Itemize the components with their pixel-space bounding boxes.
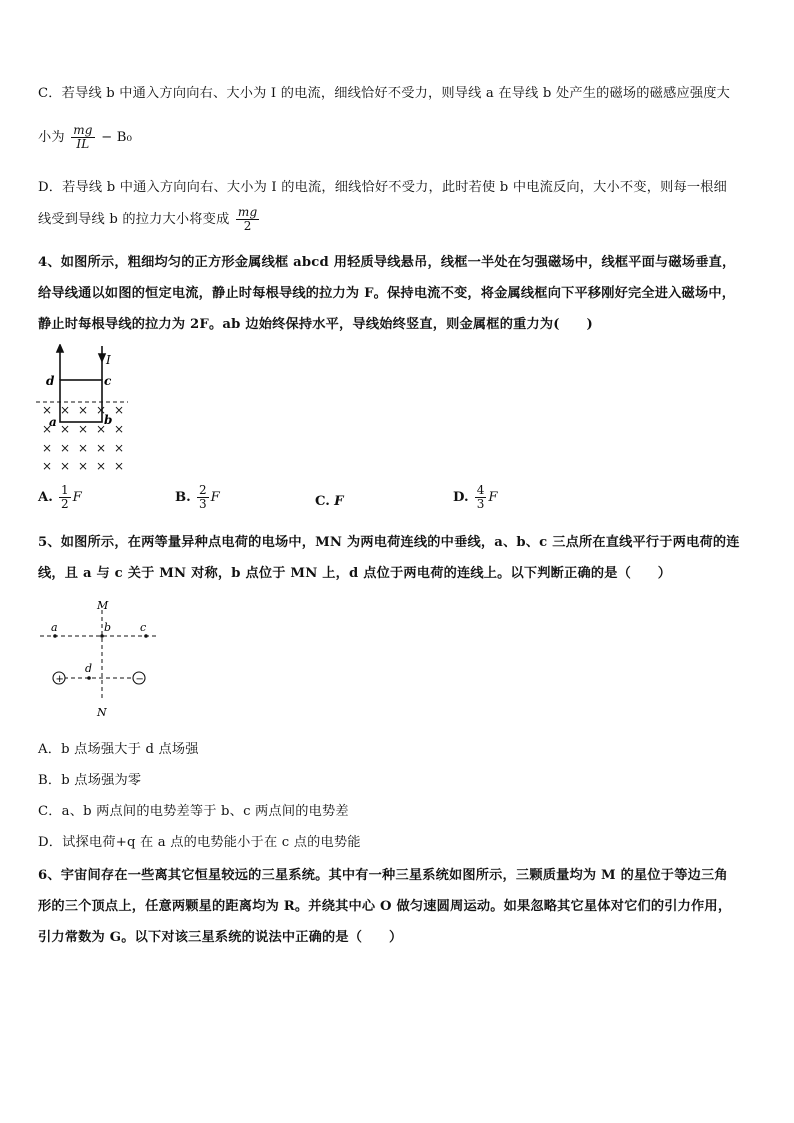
field-cross-icon: × [114,422,125,436]
field-cross-icon: × [60,441,71,455]
field-cross-icon: × [96,403,107,417]
option-tail: F [488,490,498,505]
fraction-denominator: 2 [243,219,252,233]
q4-stem-line3: 静止时每根导线的拉力为 2F。ab 边始终保持水平，导线始终竖直，则金属框的重力为( ) [38,317,593,332]
field-cross-icon: × [114,441,125,455]
option-text: F [334,494,344,509]
option-key: B. [175,490,191,505]
label-c: c [140,621,147,634]
option-key: C. [315,494,330,509]
point-c [144,634,148,638]
q4-stem-line1: 4、如图所示，粗细均匀的正方形金属线框 abcd 用轻质导线悬吊，线框一半处在匀强磁场中，线框平面与磁场垂直， [38,255,736,270]
q3-option-c-line1: C．若导线 b 中通入方向向右、大小为 I 的电流，细线恰好不受力，则导线 a 在导线 b 处产生的磁场的磁感应强度大 [38,86,731,101]
q3-option-d-line2 [38,206,261,233]
field-cross-icon: × [78,459,89,473]
option-tail: F [72,490,82,505]
label-N: N [97,706,107,719]
q5-figure-dipole-field [36,596,166,722]
fraction-denominator: 3 [476,497,485,511]
field-cross-icon: × [42,441,53,455]
label-b: b [104,621,112,634]
option-key: D. [453,490,469,505]
field-cross-icon: × [96,441,107,455]
q6-stem-line2: 形的三个顶点上，任意两颗星的距离均为 R。并绕其中心 O 做匀速圆周运动。如果忽略其它星体对它们的引力作用， [38,899,732,914]
field-cross-icon: × [96,422,107,436]
option-key: A. [38,490,53,505]
q3-option-d-prefix: 线受到导线 b 的拉力大小将变成 [38,212,230,227]
field-cross-icon: × [42,403,53,417]
fraction-numerator: 2 [198,483,207,497]
q6-stem-line3: 引力常数为 G。以下对该三星系统的说法中正确的是（ ） [38,930,403,945]
point-a [53,634,57,638]
plus-sign: + [55,674,64,685]
minus-sign: − [135,674,144,685]
field-cross-icon: × [114,403,125,417]
fraction-numerator: mg [73,123,93,137]
fraction-numerator: 1 [61,483,69,497]
q4-option-d[interactable] [453,484,498,511]
q3-option-d-line1: D．若导线 b 中通入方向向右、大小为 I 的电流，细线恰好不受力，此时若使 b 中电流反向，大小不变，则每一根细 [38,180,728,195]
q3-option-d-fraction [236,206,259,233]
q5-option-d[interactable]: D．试探电荷+q 在 a 点的电势能小于在 c 点的电势能 [38,835,361,850]
field-cross-icon: × [78,422,89,436]
current-arrow-up-icon [57,345,63,352]
fraction-denominator: 3 [198,497,207,511]
field-cross-icon: × [60,422,71,436]
q5-stem-line2: 线，且 a 与 c 关于 MN 对称，b 点位于 MN 上，d 点位于两电荷的连线上。以下判断正确的是（ ） [38,566,672,581]
q6-stem-line1: 6、宇宙间存在一些离其它恒星较远的三星系统。其中有一种三星系统如图所示，三颗质量均为 M 的星位于等边三角 [38,868,728,883]
q3-option-c-fraction [71,124,94,151]
q5-option-c[interactable]: C．a、b 两点间的电势差等于 b、c 两点间的电势差 [38,804,349,819]
field-cross-icon: × [60,459,71,473]
option-fraction [197,484,209,511]
corner-label-b: b [104,413,113,427]
q5-option-b[interactable]: B．b 点场强为零 [38,773,142,788]
q4-option-c[interactable] [315,494,343,509]
field-cross-icon: × [96,459,107,473]
field-cross-icon: × [60,403,71,417]
field-cross-icon: × [42,422,53,436]
q4-option-a[interactable] [38,484,82,511]
q4-option-b[interactable] [175,484,220,511]
option-tail: F [210,490,220,505]
corner-label-d: d [46,374,55,388]
fraction-denominator: IL [76,137,90,151]
q5-option-a[interactable]: A．b 点场强大于 d 点场强 [38,742,199,757]
q4-stem-line2: 给导线通以如图的恒定电流，静止时每根导线的拉力为 F。保持电流不变，将金属线框向下平移刚好完全进入磁场中， [38,286,736,301]
option-fraction [475,484,487,511]
current-arrow-down-icon [99,354,105,361]
option-fraction [59,484,71,511]
fraction-numerator: 4 [476,483,485,497]
field-cross-icon: × [78,403,89,417]
label-M: M [97,599,109,612]
fraction-numerator: mg [237,205,258,219]
field-cross-icon: × [78,441,89,455]
label-a: a [51,621,58,634]
fraction-denominator: 2 [61,497,69,511]
corner-label-a: a [49,415,57,429]
field-cross-icon: × [42,459,53,473]
current-label: I [106,353,111,367]
field-cross-icon: × [114,459,125,473]
corner-label-c: c [104,374,112,388]
point-b [100,634,104,638]
q3-option-c-suffix: − B₀ [101,130,133,145]
q4-figure-wire-frame-in-field [36,344,136,476]
label-d: d [85,662,93,675]
point-d [87,676,91,680]
q3-option-c-line2 [38,124,132,151]
q5-stem-line1: 5、如图所示，在两等量异种点电荷的电场中，MN 为两电荷连线的中垂线，a、b、c 三点所在直线平行于两电荷的连 [38,535,740,550]
q3-option-c-prefix: 小为 [38,130,65,145]
